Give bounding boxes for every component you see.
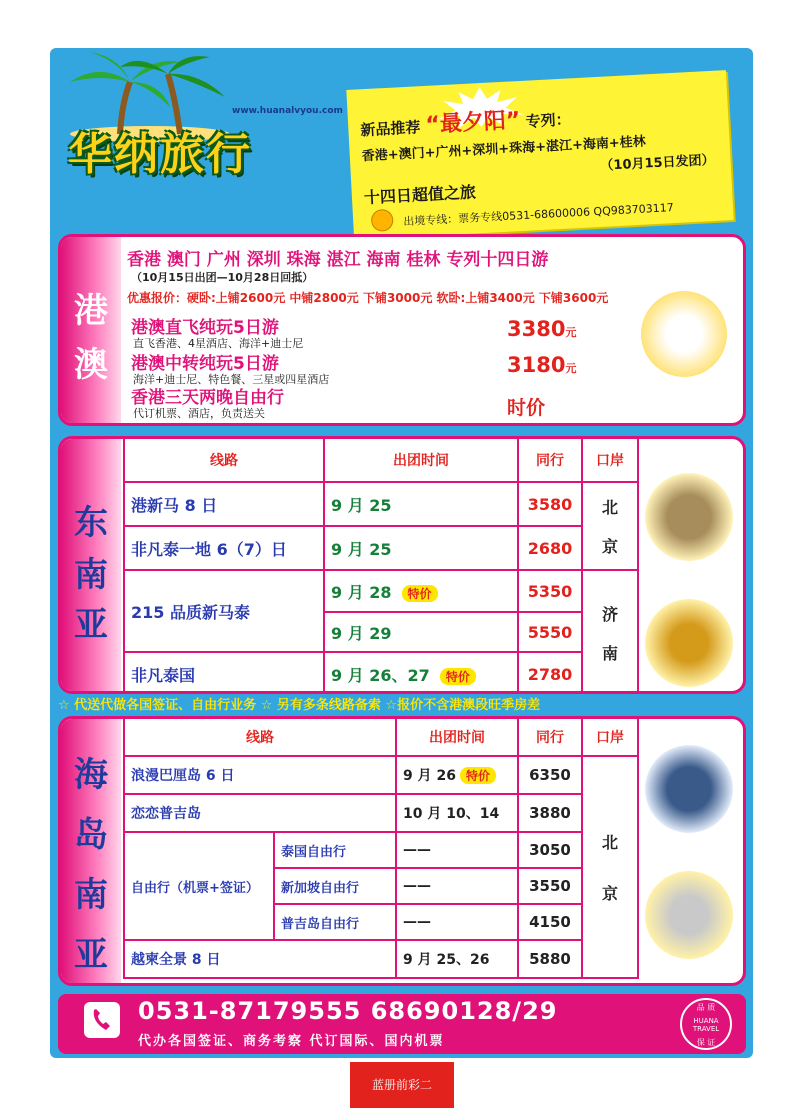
route-cell: 非凡泰一地 6（7）日 xyxy=(124,526,324,570)
side-char: 南 xyxy=(74,875,108,915)
special-price-tag: 特价 xyxy=(440,668,476,685)
col-header: 同行 xyxy=(518,438,582,482)
date-cell: 10 月 10、14 xyxy=(396,794,518,832)
port-char: 北 xyxy=(601,833,618,852)
col-header: 线路 xyxy=(124,718,396,756)
price-cell: 5550 xyxy=(518,612,582,652)
notice-line3: （10月15日发团） xyxy=(600,152,715,174)
side-char: 海 xyxy=(74,755,108,795)
special-price-tag: 特价 xyxy=(402,585,438,602)
table-row xyxy=(124,570,638,612)
col-header: 口岸 xyxy=(582,718,638,756)
hk-panel xyxy=(58,234,746,426)
island-panel xyxy=(58,716,746,986)
side-char: 南 xyxy=(74,555,108,595)
route-cell: 越柬全景 8 日 xyxy=(124,940,396,978)
date-text: 9 月 25 xyxy=(331,495,392,515)
hk-tour-desc: 直飞香港、4星酒店、海洋+迪士尼 xyxy=(133,337,304,350)
table-row xyxy=(124,756,638,794)
side-char: 亚 xyxy=(74,605,108,645)
price-cell: 3050 xyxy=(518,832,582,868)
sea-panel xyxy=(58,436,746,694)
sub-route-cell: 泰国自由行 xyxy=(274,832,396,868)
seal-text: HUANA TRAVEL xyxy=(692,1017,720,1033)
price-cell: 3880 xyxy=(518,794,582,832)
disney-image xyxy=(641,291,727,377)
brand-url[interactable]: www.huanalvyou.com xyxy=(232,106,343,116)
price-cell: 2780 xyxy=(518,652,582,694)
bali-image xyxy=(645,745,733,833)
port-cell xyxy=(582,482,638,570)
side-char: 亚 xyxy=(74,935,108,975)
ruins-image xyxy=(645,473,733,561)
col-header: 出团时间 xyxy=(324,438,518,482)
side-char: 岛 xyxy=(74,815,108,855)
contact-services: 代办各国签证、商务考察 代订国际、国内机票 xyxy=(138,1034,445,1049)
date-text: 9 月 26、27 xyxy=(331,665,430,685)
port-cell xyxy=(582,570,638,694)
island-side-label xyxy=(61,719,121,983)
price-cell: 5880 xyxy=(518,940,582,978)
table-row xyxy=(124,940,638,978)
port-char: 南 xyxy=(601,644,618,663)
route-cell: 非凡泰国 xyxy=(124,652,324,694)
date-cell xyxy=(324,526,518,570)
temple-image xyxy=(645,599,733,687)
hk-title: 香港 澳门 广州 深圳 珠海 湛江 海南 桂林 专列十四日游 xyxy=(127,250,549,270)
notice-highlight: “最夕阳” xyxy=(424,107,521,138)
seal-char: 品 xyxy=(696,1003,705,1012)
seal-char: 保 xyxy=(696,1038,705,1047)
notice-line4: 十四日超值之旅 xyxy=(363,182,477,208)
col-header: 线路 xyxy=(124,438,324,482)
date-text: 9 月 29 xyxy=(331,623,392,643)
seal-char: 证 xyxy=(707,1038,716,1047)
seal-icon xyxy=(680,998,732,1050)
seal-char: 质 xyxy=(707,1003,716,1012)
hk-tour-price: 时价 xyxy=(507,397,546,419)
hk-prices: 优惠报价：硬卧:上铺2600元 中铺2800元 下铺3000元 软卧:上铺3400元 下铺3600元 xyxy=(127,291,609,305)
side-char: 东 xyxy=(74,503,108,543)
price-unit: 元 xyxy=(565,362,577,375)
contact-footer xyxy=(58,994,746,1054)
hk-tour-price xyxy=(507,353,576,377)
table-row xyxy=(124,526,638,570)
date-text: 9 月 28 xyxy=(331,582,392,602)
date-cell xyxy=(324,652,518,694)
notice-line2: 香港+澳门+广州+深圳+珠海+湛江+海南+桂林 xyxy=(361,134,647,165)
price-cell: 6350 xyxy=(518,756,582,794)
port-cell xyxy=(582,756,638,978)
date-cell: —— xyxy=(396,832,518,868)
notice-prefix: 新品推荐 xyxy=(359,118,421,140)
table-row xyxy=(124,482,638,526)
sea-side-label xyxy=(61,439,121,691)
price-value: 3180 xyxy=(507,353,566,377)
col-header: 口岸 xyxy=(582,438,638,482)
pagoda-image xyxy=(645,871,733,959)
hk-dates: （10月15日出团—10月28日回抵） xyxy=(131,271,314,284)
smiley-icon xyxy=(371,209,394,232)
hk-tour-name: 港澳中转纯玩5日游 xyxy=(131,354,279,374)
route-cell: 港新马 8 日 xyxy=(124,482,324,526)
port-char: 济 xyxy=(601,605,618,624)
date-cell: —— xyxy=(396,868,518,904)
date-cell xyxy=(324,482,518,526)
route-cell: 215 品质新马泰 xyxy=(124,570,324,652)
route-cell: 恋恋普吉岛 xyxy=(124,794,396,832)
hk-tour-price xyxy=(507,317,576,341)
island-table xyxy=(123,717,639,979)
side-char: 港 xyxy=(74,291,108,331)
col-header: 同行 xyxy=(518,718,582,756)
notice-contact: 出境专线：票务专线0531-68600006 QQ983703117 xyxy=(402,201,675,229)
side-char: 澳 xyxy=(74,345,108,385)
hk-tour-desc: 海洋+迪士尼、特色餐、三星或四星酒店 xyxy=(133,373,330,386)
hk-tour-desc: 代订机票、酒店，负责送关 xyxy=(133,407,265,420)
price-cell: 3550 xyxy=(518,868,582,904)
route-cell: 自由行（机票+签证） xyxy=(124,832,274,940)
sub-route-cell: 新加坡自由行 xyxy=(274,868,396,904)
table-row xyxy=(124,832,638,868)
phone-icon xyxy=(84,1002,120,1038)
price-value: 3380 xyxy=(507,317,566,341)
col-header: 出团时间 xyxy=(396,718,518,756)
service-notes: ☆ 代送代做各国签证、自由行业务 ☆ 另有多条线路备索 ☆报价不含港澳段旺季房差 xyxy=(58,698,541,713)
date-text: 9 月 25 xyxy=(331,539,392,559)
price-cell: 3580 xyxy=(518,482,582,526)
hk-tour-name: 港澳直飞纯玩5日游 xyxy=(131,318,279,338)
special-price-tag: 特价 xyxy=(460,767,496,784)
page-label: 蓝册前彩二 xyxy=(350,1062,454,1108)
sub-route-cell: 普吉岛自由行 xyxy=(274,904,396,940)
route-cell: 浪漫巴厘岛 6 日 xyxy=(124,756,396,794)
hk-side-label xyxy=(61,237,121,423)
date-cell xyxy=(396,756,518,794)
table-row xyxy=(124,652,638,694)
date-cell: 9 月 25、26 xyxy=(396,940,518,978)
date-cell xyxy=(324,570,518,612)
price-cell: 4150 xyxy=(518,904,582,940)
date-cell: —— xyxy=(396,904,518,940)
notice-suffix: 专列： xyxy=(525,110,572,131)
hk-tour-name: 香港三天两晚自由行 xyxy=(131,388,284,408)
table-row xyxy=(124,794,638,832)
brand-logo: 华纳旅行 xyxy=(68,129,252,180)
sea-table xyxy=(123,437,639,694)
price-cell: 2680 xyxy=(518,526,582,570)
date-text: 9 月 26 xyxy=(403,768,456,784)
date-cell xyxy=(324,612,518,652)
price-cell: 5350 xyxy=(518,570,582,612)
contact-phones[interactable]: 0531-87179555 68690128/29 xyxy=(138,997,558,1025)
port-char: 京 xyxy=(601,884,618,903)
port-char: 京 xyxy=(601,537,618,556)
notice-card xyxy=(346,70,733,240)
port-char: 北 xyxy=(601,498,618,517)
price-unit: 元 xyxy=(565,326,577,339)
